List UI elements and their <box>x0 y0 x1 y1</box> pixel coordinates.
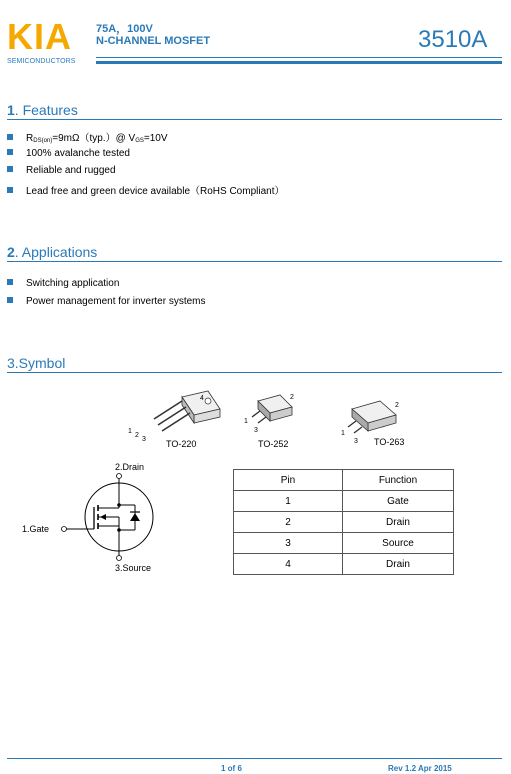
feature-item-avalanche: 100% avalanche tested <box>7 148 130 162</box>
application-item: Switching application <box>7 278 119 292</box>
to252-pin-3: 3 <box>254 427 258 434</box>
mosfet-symbol <box>10 455 180 580</box>
to220-pin-2: 2 <box>135 432 139 439</box>
header-divider-thick <box>96 61 502 64</box>
applications-divider <box>7 261 502 262</box>
table-cell-pin: 3 <box>234 533 343 554</box>
symbol-heading: 3.Symbol <box>7 355 66 371</box>
applications-title: . Applications <box>14 244 98 260</box>
table-cell-pin: 1 <box>234 491 343 512</box>
gate-label: 1.Gate <box>22 524 50 534</box>
features-divider <box>7 119 502 120</box>
to263-pin-2: 2 <box>395 402 399 409</box>
to220-pin-1: 1 <box>128 428 132 435</box>
to220-pin-3: 3 <box>142 436 146 443</box>
page-number: 1 of 6 <box>221 764 242 773</box>
to263-label: TO-263 <box>374 437 405 447</box>
to252-label: TO-252 <box>258 439 289 449</box>
applications-heading <box>7 244 97 260</box>
applications-number: 2 <box>7 244 15 260</box>
feature-item-leadfree: Lead free and green device available（RoHS Compliant） <box>7 182 284 196</box>
footer-divider <box>7 758 502 759</box>
to220-label: TO-220 <box>166 439 197 449</box>
table-cell-function: Drain <box>343 554 454 575</box>
feature-item-rugged: Reliable and rugged <box>7 165 116 179</box>
bullet-icon <box>7 279 13 285</box>
spec-rating: 75A，100V <box>96 23 153 35</box>
table-row <box>234 491 454 512</box>
source-label: 3.Source <box>115 563 152 573</box>
table-row <box>234 533 454 554</box>
table-header-function: Function <box>343 470 454 491</box>
package-drawings <box>120 385 420 455</box>
to252-pin-1: 1 <box>244 418 248 425</box>
table-cell-function: Gate <box>343 491 454 512</box>
to263-pin-1: 1 <box>341 430 345 437</box>
table-row <box>234 512 454 533</box>
to263-pin-3: 3 <box>354 438 358 445</box>
bullet-icon <box>7 166 13 172</box>
features-title: . Features <box>14 102 78 118</box>
bullet-icon <box>7 297 13 303</box>
to220-pin-4: 4 <box>200 395 204 402</box>
header-divider-thin <box>96 57 502 58</box>
table-header-pin: Pin <box>234 470 343 491</box>
features-heading <box>7 102 78 118</box>
bullet-icon <box>7 187 13 193</box>
bullet-icon <box>7 134 13 140</box>
to220-package-icon <box>154 391 220 431</box>
bullet-icon <box>7 149 13 155</box>
table-header-row <box>234 470 454 491</box>
table-cell-pin: 4 <box>234 554 343 575</box>
table-cell-pin: 2 <box>234 512 343 533</box>
logo: KIA <box>7 16 72 57</box>
table-cell-function: Drain <box>343 512 454 533</box>
features-number: 1 <box>7 102 15 118</box>
part-number: 3510A <box>418 26 488 53</box>
table-row <box>234 554 454 575</box>
pin-function-table <box>233 469 454 575</box>
to252-package-icon <box>252 395 292 423</box>
mosfet-schematic-icon <box>62 474 154 561</box>
to252-pin-2: 2 <box>290 394 294 401</box>
application-item: Power management for inverter systems <box>7 296 206 310</box>
table-cell-function: Source <box>343 533 454 554</box>
feature-item-rds: $R_{DS(on)}=9m\Omega(typ.)@$ $V_{GS}=10V$ <box>7 129 168 143</box>
device-type: N-CHANNEL MOSFET <box>96 35 211 47</box>
symbol-divider <box>7 372 502 373</box>
logo-subtitle: SEMICONDUCTORS <box>7 58 76 65</box>
to263-package-icon <box>348 401 396 433</box>
drain-label: 2.Drain <box>115 462 145 472</box>
revision: Rev 1.2 Apr 2015 <box>388 764 452 773</box>
